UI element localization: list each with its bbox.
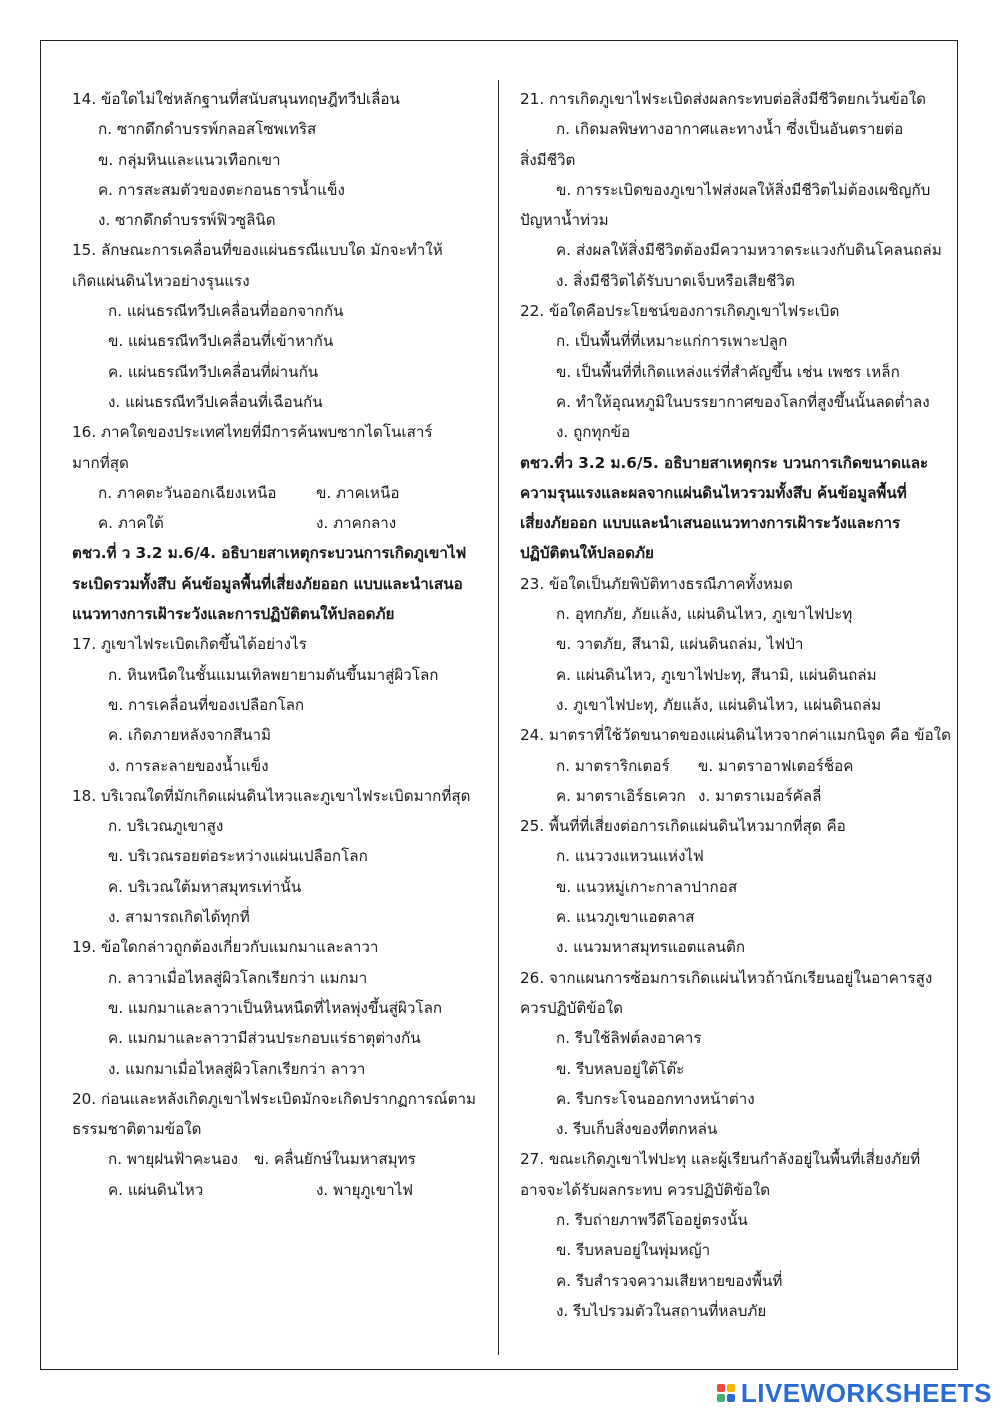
indicator-heading-1: ตชว.ที่ ว 3.2 ม.6/4. อธิบายสาเหตุกระบวนการเกิดภูเขาไฟ: [72, 544, 467, 563]
choice-18-a[interactable]: ก. บริเวณภูเขาสูง: [108, 817, 224, 836]
choice-16-c[interactable]: ค. ภาคใต้: [98, 514, 164, 533]
choice-27-d[interactable]: ง. รีบไปรวมตัวในสถานที่หลบภัย: [556, 1301, 767, 1320]
choice-18-b[interactable]: ข. บริเวณรอยต่อระหว่างแผ่นเปลือกโลก: [108, 847, 368, 866]
choice-row-16-ab: [72, 478, 482, 508]
choice-17-a[interactable]: ก. หินหนืดในชั้นแมนเทิลพยายามดันขึ้นมาสู่ผิวโลก: [108, 665, 439, 684]
question-18: 18. บริเวณใดที่มักเกิดแผ่นดินไหวและภูเขาไฟระเบิดมากที่สุด: [72, 786, 471, 805]
question-16: 16. ภาคใดของประเทศไทยที่มีการค้นพบซากไดโนเสาร์: [72, 423, 433, 442]
choice-17-c[interactable]: ค. เกิดภายหลังจากสึนามิ: [108, 726, 272, 745]
choice-14-d[interactable]: ง. ซากดึกดำบรรพ์ฟิวซูลินิด: [98, 211, 276, 230]
choice-row-20-cd: [72, 1175, 482, 1205]
choice-26-a[interactable]: ก. รีบใช้ลิฟต์ลงอาคาร: [556, 1029, 702, 1048]
question-19: 19. ข้อใดกล่าวถูกต้องเกี่ยวกับแมกมาและลาวา: [72, 938, 379, 957]
logo-square-green: [717, 1394, 725, 1402]
choice-27-c[interactable]: ค. รีบสำรวจความเสียหายของพื้นที่: [556, 1271, 783, 1290]
indicator-heading-3: แนวทางการเฝ้าระวังและการปฏิบัติตนให้ปลอดภัย: [72, 605, 395, 624]
choice-24-b[interactable]: ข. มาตราอาฟเตอร์ช็อค: [698, 756, 854, 775]
choice-20-b[interactable]: ข. คลื่นยักษ์ในมหาสมุทร: [254, 1150, 416, 1169]
choice-16-d[interactable]: ง. ภาคกลาง: [316, 514, 397, 533]
choice-14-c[interactable]: ค. การสะสมตัวของตะกอนธารน้ำแข็ง: [98, 180, 345, 199]
choice-18-d[interactable]: ง. สามารถเกิดได้ทุกที่: [108, 908, 250, 927]
choice-24-d[interactable]: ง. มาตราเมอร์คัลลี่: [698, 786, 822, 805]
choice-27-a[interactable]: ก. รีบถ่ายภาพวีดีโออยู่ตรงนั้น: [556, 1210, 748, 1229]
liveworksheets-logo-icon: [717, 1384, 735, 1402]
question-17: 17. ภูเขาไฟระเบิดเกิดขึ้นได้อย่างไร: [72, 635, 307, 654]
choice-26-b[interactable]: ข. รีบหลบอยู่ใต้โต๊ะ: [556, 1059, 685, 1078]
choice-26-d[interactable]: ง. รีบเก็บสิ่งของที่ตกหล่น: [556, 1120, 718, 1139]
choice-20-a[interactable]: ก. พายุฝนฟ้าคะนอง: [108, 1150, 239, 1169]
liveworksheets-logo[interactable]: [717, 1379, 992, 1407]
choice-23-c[interactable]: ค. แผ่นดินไหว, ภูเขาไฟปะทุ, สึนามิ, แผ่นดินถล่ม: [556, 665, 877, 684]
logo-text: LIVEWORKSHEETS: [740, 1377, 992, 1408]
choice-16-b[interactable]: ข. ภาคเหนือ: [316, 483, 400, 502]
choice-row-16-cd: [72, 508, 482, 538]
choice-row-24-ab: [520, 751, 930, 781]
choice-23-d[interactable]: ง. ภูเขาไฟปะทุ, ภัยแล้ง, แผ่นดินไหว, แผ่นดินถล่ม: [556, 695, 882, 714]
question-15: 15. ลักษณะการเคลื่อนที่ของแผ่นธรณีแบบใด มักจะทำให้: [72, 241, 443, 260]
indicator-heading-4: ปฏิบัติตนให้ปลอดภัย: [520, 544, 654, 563]
choice-22-b[interactable]: ข. เป็นพื้นที่ที่เกิดแหล่งแร่ที่สำคัญขึ้น เช่น เพชร เหล็ก: [556, 362, 900, 381]
choice-19-b[interactable]: ข. แมกมาและลาวาเป็นหินหนืดที่ไหลพุ่งขึ้นสู่ผิวโลก: [108, 998, 443, 1017]
choice-26-c[interactable]: ค. รีบกระโจนออกทางหน้าต่าง: [556, 1089, 755, 1108]
choice-19-d[interactable]: ง. แมกมาเมื่อไหลสู่ผิวโลกเรียกว่า ลาวา: [108, 1059, 366, 1078]
logo-square-blue: [727, 1394, 735, 1402]
question-24: 24. มาตราที่ใช้วัดขนาดของแผ่นดินไหวจากค่าแมกนิจูด คือ ข้อใด: [520, 726, 951, 745]
choice-15-a[interactable]: ก. แผ่นธรณีทวีปเคลื่อนที่ออกจากกัน: [108, 302, 344, 321]
question-14: 14. ข้อใดไม่ใช่หลักฐานที่สนับสนุนทฤษฎีทวีปเลื่อน: [72, 90, 400, 108]
choice-row-20-ab: [72, 1144, 482, 1174]
question-26-cont: ควรปฏิบัติข้อใด: [520, 998, 623, 1017]
choice-25-b[interactable]: ข. แนวหมู่เกาะกาลาปากอส: [556, 877, 738, 896]
choice-21-a[interactable]: ก. เกิดมลพิษทางอากาศและทางน้ำ ซึ่งเป็นอันตรายต่อ: [556, 120, 904, 139]
question-27-cont: อาจจะได้รับผลกระทบ ควรปฏิบัติข้อใด: [520, 1180, 771, 1199]
indicator-heading-2: ความรุนแรงและผลจากแผ่นดินไหวรวมทั้งสึบ ค้นข้อมูลพื้นที่: [520, 483, 907, 502]
choice-22-c[interactable]: ค. ทำให้อุณหภูมิในบรรยากาศของโลกที่สูงขึ้นนั้นลดต่ำลง: [556, 392, 930, 411]
indicator-heading-1: ตชว.ที่ว 3.2 ม.6/5. อธิบายสาเหตุกระ บวนการเกิดขนาดและ: [520, 453, 929, 472]
choice-15-c[interactable]: ค. แผ่นธรณีทวีปเคลื่อนที่ผ่านกัน: [108, 362, 319, 381]
choice-16-a[interactable]: ก. ภาคตะวันออกเฉียงเหนือ: [98, 483, 277, 502]
choice-24-a[interactable]: ก. มาตราริกเตอร์: [556, 756, 670, 775]
logo-square-red: [717, 1384, 725, 1392]
choice-20-d[interactable]: ง. พายุภูเขาไฟ: [316, 1180, 414, 1199]
choice-23-b[interactable]: ข. วาตภัย, สึนามิ, แผ่นดินถล่ม, ไฟป่า: [556, 635, 804, 654]
choice-row-24-cd: [520, 781, 930, 811]
choice-21-b-cont: ปัญหาน้ำท่วม: [520, 211, 609, 230]
choice-17-b[interactable]: ข. การเคลื่อนที่ของเปลือกโลก: [108, 695, 305, 714]
choice-24-c[interactable]: ค. มาตราเอิร์ธเควก: [556, 786, 686, 805]
indicator-heading-2: ระเบิดรวมทั้งสึบ ค้นข้อมูลพื้นที่เสี่ยงภัยออก แบบและนำเสนอ: [72, 574, 463, 593]
logo-square-yellow: [727, 1384, 735, 1392]
choice-19-a[interactable]: ก. ลาวาเมื่อไหลสู่ผิวโลกเรียกว่า แมกมา: [108, 968, 368, 987]
question-16-cont: มากที่สุด: [72, 453, 129, 472]
indicator-heading-3: เสี่ยงภัยออก แบบและนำเสนอแนวทางการเฝ้าระวังและการ: [520, 514, 901, 533]
choice-21-d[interactable]: ง. สิ่งมีชีวิตได้รับบาดเจ็บหรือเสียชีวิต: [556, 271, 795, 290]
choice-25-a[interactable]: ก. แนววงแหวนแห่งไฟ: [556, 847, 704, 866]
question-23: 23. ข้อใดเป็นภัยพิบัติทางธรณีภาคทั้งหมด: [520, 574, 793, 593]
question-20-cont: ธรรมชาติตามข้อใด: [72, 1120, 202, 1139]
choice-21-b[interactable]: ข. การระเบิดของภูเขาไฟส่งผลให้สิ่งมีชีวิตไม่ต้องเผชิญกับ: [556, 180, 931, 199]
choice-17-d[interactable]: ง. การละลายของน้ำแข็ง: [108, 756, 269, 775]
choice-20-c[interactable]: ค. แผ่นดินไหว: [108, 1180, 204, 1199]
question-26: 26. จากแผนการซ้อมการเกิดแผ่นไหวถ้านักเรียนอยู่ในอาคารสูง: [520, 968, 933, 987]
choice-22-d[interactable]: ง. ถูกทุกข้อ: [556, 423, 631, 442]
choice-15-b[interactable]: ข. แผ่นธรณีทวีปเคลื่อนที่เข้าหากัน: [108, 332, 334, 351]
question-25: 25. พื้นที่ที่เสี่ยงต่อการเกิดแผ่นดินไหวมากที่สุด คือ: [520, 817, 846, 836]
choice-25-c[interactable]: ค. แนวภูเขาแอตลาส: [556, 908, 695, 927]
question-15-cont: เกิดแผ่นดินไหวอย่างรุนแรง: [72, 271, 250, 290]
right-column: [520, 84, 951, 1326]
choice-19-c[interactable]: ค. แมกมาและลาวามีส่วนประกอบแร่ธาตุต่างกัน: [108, 1029, 421, 1048]
choice-14-b[interactable]: ข. กลุ่มหินและแนวเทือกเขา: [98, 150, 281, 169]
choice-18-c[interactable]: ค. บริเวณใต้มหาสมุทรเท่านั้น: [108, 877, 302, 896]
choice-15-d[interactable]: ง. แผ่นธรณีทวีปเคลื่อนที่เฉือนกัน: [108, 392, 323, 411]
question-22: 22. ข้อใดคือประโยชน์ของการเกิดภูเขาไฟระเบิด: [520, 302, 840, 321]
choice-22-a[interactable]: ก. เป็นพื้นที่ที่เหมาะแก่การเพาะปลูก: [556, 332, 788, 351]
choice-23-a[interactable]: ก. อุทกภัย, ภัยแล้ง, แผ่นดินไหว, ภูเขาไฟปะทุ: [556, 605, 853, 624]
question-21: 21. การเกิดภูเขาไฟระเบิดส่งผลกระทบต่อสิ่งมีชีวิตยกเว้นข้อใด: [520, 90, 927, 108]
choice-21-a-cont: สิ่งมีชีวิต: [520, 150, 576, 169]
question-27: 27. ขณะเกิดภูเขาไฟปะทุ และผู้เรียนกำลังอยู่ในพื้นที่เสี่ยงภัยที่: [520, 1150, 921, 1169]
column-divider: [498, 80, 499, 1355]
left-column: [72, 84, 482, 1205]
choice-14-a[interactable]: ก. ซากดึกดำบรรพ์กลอสโซพเทริส: [98, 120, 317, 139]
choice-25-d[interactable]: ง. แนวมหาสมุทรแอตแลนติก: [556, 938, 746, 957]
choice-27-b[interactable]: ข. รีบหลบอยู่ในพุ่มหญ้า: [556, 1241, 711, 1260]
question-20: 20. ก่อนและหลังเกิดภูเขาไฟระเบิดมักจะเกิดปรากฏการณ์ตาม: [72, 1089, 477, 1108]
choice-21-c[interactable]: ค. ส่งผลให้สิ่งมีชีวิตต้องมีความหวาดระแวงกับดินโคลนถล่ม: [556, 241, 942, 260]
